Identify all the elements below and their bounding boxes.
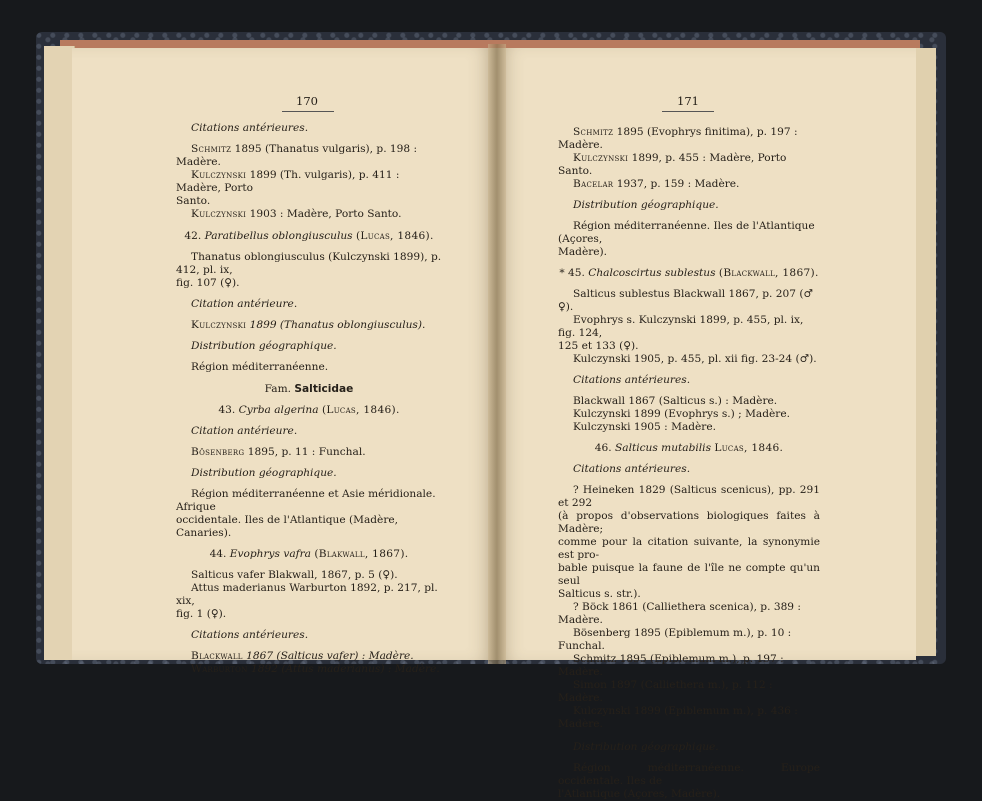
right-page-text: Schmitz 1895 (Evophrys finitima), p. 197 : Madère. Kulczynski 1899, p. 455 : Madère, Porto Santo. Bacelar 1937, p. 159 : Madère. Distribution géographique. Région méditerranéenne. Iles de l'Atlantique (Açores, Madère). * 45. Chalcoscirtus sublestus (Blackwall, 1867). Salticus sublestus Blackwall 1867, p. 207 (♂ ♀). Evophrys s. Kulczynski 1899, p. 455, pl. ix, fig. 124, 125 et 133 (♀). Kulczynski 1905, p. 455, pl. xii fig. 23-24 (♂). Citations antérieures. Blackwall 1867 (Salticus s.) : Madère. Kulczynski 1899 (Evophrys s.) ; Madère. Kulczynski 1905 : Madère. 46. Salticus mutabilis Lucas, 1846. Citations antérieures. ? Heineken 1829 (Salticus scenicus), pp. 291 et 292 (à propos d'observations biologiques faites à Madère; comme pour la citation suivante, la synonymie est pro- bable puisque la faune de l'île ne compte qu'un seul Salticus s. str.). ? Böck 1861 (Calliethera scenica), p. 389 : Madère. Bösenberg 1895 (Epiblemum m.), p. 10 : Funchal. Schmitz 1895 (Epiblemum m.), p. 197 : Madère. Simon 1897 (Calliethera m.), p. 112 : Madère. Kulczynski 1899 (Epiblemum m.), p. 436 : Madère. Distribution géographique. Région méditerranéenne. Europe occidentale. Iles de l'Atlantique (Açores, Madère). [558,126,820,800]
family-heading: Fam. Salticidae [264,383,354,395]
left-page-text: Citations antérieures. Schmitz 1895 (Thanatus vulgaris), p. 198 : Madère. Kulczynski 1899 (Th. vulgaris), p. 411 : Madère, Porto Santo. Kulczynski 1903 : Madère, Porto Santo. 42. Paratibellus oblongiusculus (Lucas, 1846). Thanatus oblongiusculus (Kulczynski 1899), p. 412, pl. ix, fig. 107 (♀). Citation antérieure. Kulczynski 1899 (Thanatus oblongiusculus). Distribution géographique. Région méditerranéenne. Fam. Salticidae 43. Cyrba algerina (Lucas, 1846). Citation antérieure. Bösenberg 1895, p. 11 : Funchal. Distribution géographique. Région méditerranéenne et Asie méridionale. Afrique occidentale. Iles de l'Atlantique (Madère, Canaries). 44. Evophrys vafra (Blakwall, 1867). Salticus vafer Blakwall, 1867, p. 5 (♀). Attus maderianus Warburton 1892, p. 217, pl. xix, fig. 1 (♀). Citations antérieures. Blackwall 1867 (Salticus vafer) : Madère. Warburton 1892 (Attus maderianus) : Madère. [176,122,442,675]
right-page-edges [913,48,936,656]
left-page-edges [44,46,75,660]
species-46-heading: 46. Salticus mutabilis Lucas, 1846. [594,442,784,454]
species-42-heading: 42. Paratibellus oblongiusculus (Lucas, 1846). [184,230,434,242]
species-43-heading: 43. Cyrba algerina (Lucas, 1846). [218,404,400,416]
right-page-number: 171 [677,94,699,108]
left-page-number: 170 [296,94,318,108]
left-number-rule [282,111,334,112]
species-44-heading: 44. Evophrys vafra (Blakwall, 1867). [209,548,409,560]
right-number-rule [662,111,714,112]
citations-header: Citations antérieures. [191,122,309,134]
species-45-heading: * 45. Chalcoscirtus sublestus (Blackwall, 1867). [559,267,819,279]
book-gutter [488,44,506,664]
